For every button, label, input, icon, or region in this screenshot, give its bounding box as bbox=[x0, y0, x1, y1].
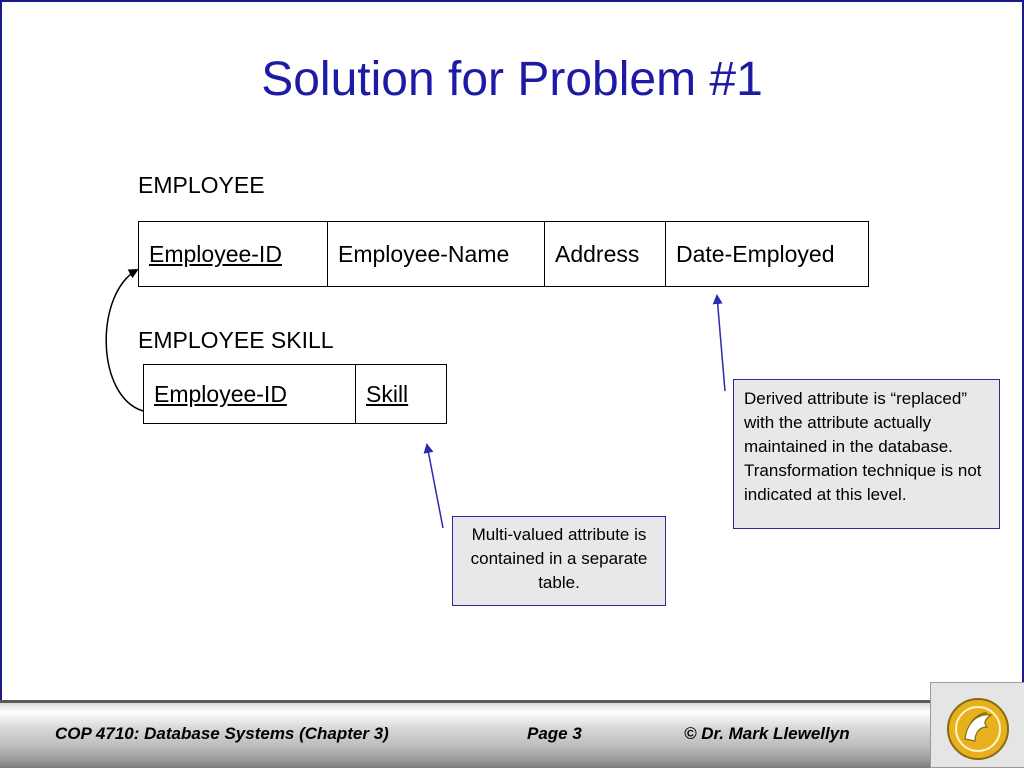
address-column: Address bbox=[545, 222, 666, 287]
employee-skill-table-label: EMPLOYEE SKILL bbox=[138, 327, 334, 353]
pegasus-logo-icon bbox=[931, 683, 1024, 767]
skill-column: Skill bbox=[356, 365, 447, 424]
multivalued-note-arrow bbox=[427, 445, 443, 528]
employee-name-column: Employee-Name bbox=[328, 222, 545, 287]
footer-course: COP 4710: Database Systems (Chapter 3) bbox=[55, 724, 389, 743]
employee-table-label: EMPLOYEE bbox=[138, 172, 265, 198]
employee-id-column: Employee-ID bbox=[139, 222, 328, 287]
footer-author: © Dr. Mark Llewellyn bbox=[684, 724, 850, 743]
multivalued-attribute-note: Multi-valued attribute is contained in a separate table. bbox=[452, 516, 666, 606]
skill-employee-id-column: Employee-ID bbox=[144, 365, 356, 424]
derived-attribute-note: Derived attribute is “replaced” with the attribute actually maintained in the database. Transformation technique is not indicated at this level. bbox=[733, 379, 1000, 529]
date-employed-column: Date-Employed bbox=[666, 222, 869, 287]
logo-box bbox=[930, 682, 1024, 768]
derived-note-arrow bbox=[717, 296, 725, 391]
footer-page: Page 3 bbox=[527, 724, 582, 743]
foreign-key-arrow bbox=[106, 270, 143, 411]
slide-title: Solution for Problem #1 bbox=[261, 53, 763, 106]
